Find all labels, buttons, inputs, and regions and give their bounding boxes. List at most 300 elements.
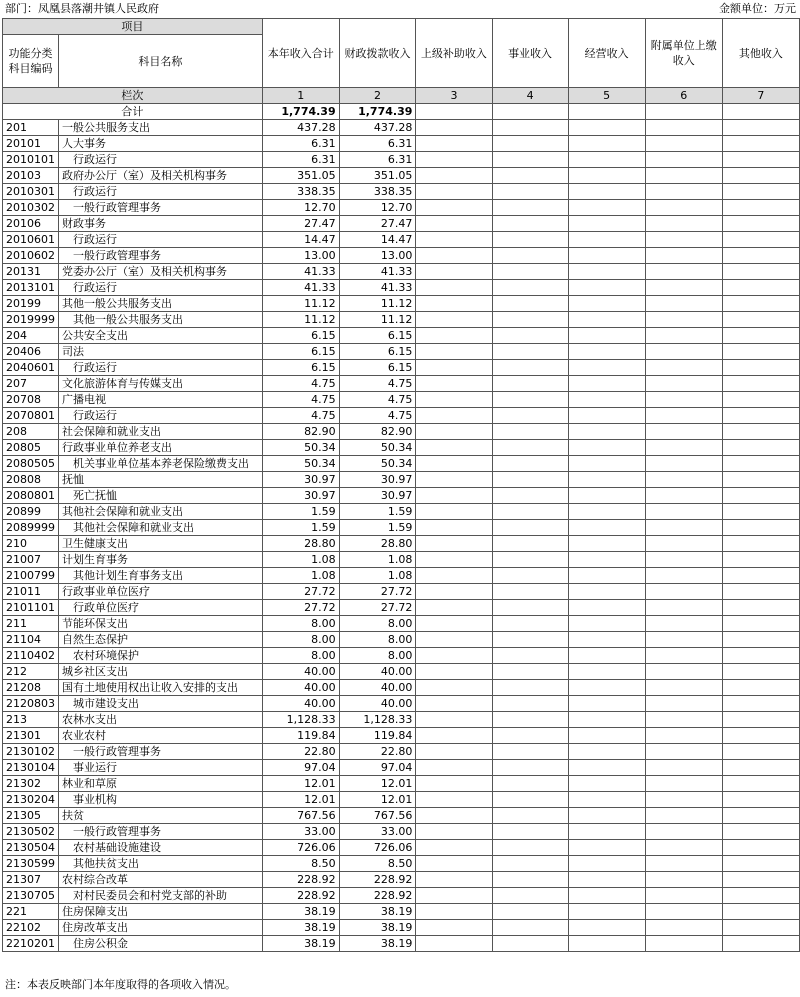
cell-fiscal: 228.92: [339, 872, 416, 888]
empty-cell: [722, 344, 799, 360]
empty-cell: [492, 120, 568, 136]
table-row: [3, 696, 800, 712]
empty-cell: [645, 632, 722, 648]
cell-total: 1.08: [262, 568, 339, 584]
empty-cell: [492, 808, 568, 824]
cell-name: 住房改革支出: [59, 920, 263, 936]
cell-total: 338.35: [262, 184, 339, 200]
col-header-name: 科目名称: [59, 35, 263, 88]
empty-cell: [645, 616, 722, 632]
empty-cell: [416, 920, 492, 936]
cell-name: 司法: [59, 344, 263, 360]
empty-cell: [492, 744, 568, 760]
table-row: [3, 936, 800, 952]
empty-cell: [722, 408, 799, 424]
cell-code: 221: [3, 904, 59, 920]
cell-name: 节能环保支出: [59, 616, 263, 632]
empty-cell: [568, 584, 645, 600]
empty-cell: [416, 104, 492, 120]
empty-cell: [492, 712, 568, 728]
cell-total: 38.19: [262, 904, 339, 920]
empty-cell: [492, 568, 568, 584]
cell-code: 2101101: [3, 600, 59, 616]
empty-cell: [645, 120, 722, 136]
cell-code: 21104: [3, 632, 59, 648]
lanci-cell: 4: [492, 88, 568, 104]
empty-cell: [492, 920, 568, 936]
empty-cell: [416, 216, 492, 232]
cell-total: 1.08: [262, 552, 339, 568]
cell-name: 农村基础设施建设: [59, 840, 263, 856]
table-row: [3, 392, 800, 408]
empty-cell: [722, 648, 799, 664]
empty-cell: [722, 536, 799, 552]
cell-name: 人大事务: [59, 136, 263, 152]
empty-cell: [492, 792, 568, 808]
cell-name: 卫生健康支出: [59, 536, 263, 552]
cell-total: 40.00: [262, 664, 339, 680]
empty-cell: [645, 696, 722, 712]
empty-cell: [416, 408, 492, 424]
cell-total: 30.97: [262, 488, 339, 504]
empty-cell: [645, 168, 722, 184]
empty-cell: [722, 184, 799, 200]
empty-cell: [416, 168, 492, 184]
cell-name: 一般行政管理事务: [59, 200, 263, 216]
cell-fiscal: 4.75: [339, 408, 416, 424]
table-row: [3, 424, 800, 440]
cell-fiscal: 6.15: [339, 344, 416, 360]
empty-cell: [416, 744, 492, 760]
cell-total: 41.33: [262, 264, 339, 280]
empty-cell: [722, 504, 799, 520]
cell-name: 死亡抚恤: [59, 488, 263, 504]
cell-code: 22102: [3, 920, 59, 936]
col-header-fiscal: 财政拨款收入: [339, 19, 416, 88]
empty-cell: [722, 808, 799, 824]
empty-cell: [416, 120, 492, 136]
lanci-cell: 5: [568, 88, 645, 104]
cell-name: 住房保障支出: [59, 904, 263, 920]
cell-total: 50.34: [262, 456, 339, 472]
cell-total: 14.47: [262, 232, 339, 248]
cell-total: 8.50: [262, 856, 339, 872]
empty-cell: [492, 296, 568, 312]
empty-cell: [722, 248, 799, 264]
table-row: [3, 680, 800, 696]
empty-cell: [645, 664, 722, 680]
empty-cell: [492, 888, 568, 904]
empty-cell: [568, 872, 645, 888]
cell-code: 210: [3, 536, 59, 552]
cell-total: 82.90: [262, 424, 339, 440]
cell-name: 自然生态保护: [59, 632, 263, 648]
cell-code: 2130102: [3, 744, 59, 760]
cell-fiscal: 8.00: [339, 648, 416, 664]
cell-fiscal: 11.12: [339, 312, 416, 328]
table-row: [3, 616, 800, 632]
cell-code: 21011: [3, 584, 59, 600]
empty-cell: [645, 824, 722, 840]
empty-cell: [722, 488, 799, 504]
empty-cell: [645, 424, 722, 440]
cell-name: 扶贫: [59, 808, 263, 824]
empty-cell: [645, 296, 722, 312]
lanci-cell: 2: [339, 88, 416, 104]
empty-cell: [568, 312, 645, 328]
empty-cell: [416, 888, 492, 904]
empty-cell: [492, 680, 568, 696]
empty-cell: [722, 168, 799, 184]
cell-total: 119.84: [262, 728, 339, 744]
empty-cell: [492, 152, 568, 168]
empty-cell: [568, 856, 645, 872]
empty-cell: [645, 648, 722, 664]
empty-cell: [568, 712, 645, 728]
empty-cell: [645, 680, 722, 696]
empty-cell: [568, 840, 645, 856]
cell-total: 4.75: [262, 376, 339, 392]
cell-code: 20805: [3, 440, 59, 456]
cell-total: 1.59: [262, 504, 339, 520]
empty-cell: [722, 840, 799, 856]
empty-cell: [722, 936, 799, 952]
empty-cell: [722, 472, 799, 488]
cell-code: 2010101: [3, 152, 59, 168]
cell-code: 2130502: [3, 824, 59, 840]
empty-cell: [722, 200, 799, 216]
cell-name: 其他一般公共服务支出: [59, 296, 263, 312]
empty-cell: [568, 248, 645, 264]
cell-code: 2040601: [3, 360, 59, 376]
cell-total: 12.70: [262, 200, 339, 216]
empty-cell: [492, 392, 568, 408]
empty-cell: [568, 600, 645, 616]
empty-cell: [722, 456, 799, 472]
empty-cell: [492, 520, 568, 536]
cell-code: 2010602: [3, 248, 59, 264]
table-row: [3, 664, 800, 680]
empty-cell: [568, 120, 645, 136]
empty-cell: [645, 456, 722, 472]
table-row: [3, 584, 800, 600]
empty-cell: [416, 808, 492, 824]
cell-fiscal: 12.70: [339, 200, 416, 216]
empty-cell: [568, 168, 645, 184]
cell-fiscal: 30.97: [339, 488, 416, 504]
empty-cell: [416, 264, 492, 280]
cell-code: 213: [3, 712, 59, 728]
col-header-operation: 经营收入: [568, 19, 645, 88]
table-row: [3, 200, 800, 216]
table-row: [3, 776, 800, 792]
cell-fiscal: 30.97: [339, 472, 416, 488]
empty-cell: [568, 392, 645, 408]
empty-cell: [492, 408, 568, 424]
empty-cell: [416, 184, 492, 200]
table-row: [3, 344, 800, 360]
cell-fiscal: 38.19: [339, 936, 416, 952]
empty-cell: [416, 248, 492, 264]
cell-code: 2120803: [3, 696, 59, 712]
empty-cell: [645, 920, 722, 936]
empty-cell: [492, 200, 568, 216]
empty-cell: [568, 344, 645, 360]
cell-fiscal: 119.84: [339, 728, 416, 744]
table-row: [3, 792, 800, 808]
table-row: [3, 376, 800, 392]
cell-code: 2130204: [3, 792, 59, 808]
empty-cell: [492, 696, 568, 712]
empty-cell: [568, 264, 645, 280]
cell-name: 行政运行: [59, 152, 263, 168]
empty-cell: [645, 856, 722, 872]
empty-cell: [645, 760, 722, 776]
table-row: [3, 536, 800, 552]
table-row: [3, 520, 800, 536]
cell-code: 2010302: [3, 200, 59, 216]
empty-cell: [722, 888, 799, 904]
empty-cell: [568, 296, 645, 312]
empty-cell: [416, 600, 492, 616]
cell-fiscal: 13.00: [339, 248, 416, 264]
cell-fiscal: 8.00: [339, 616, 416, 632]
table-row: [3, 280, 800, 296]
table-row: [3, 904, 800, 920]
empty-cell: [416, 152, 492, 168]
table-row: [3, 296, 800, 312]
cell-code: 21301: [3, 728, 59, 744]
cell-total: 40.00: [262, 696, 339, 712]
empty-cell: [568, 360, 645, 376]
empty-cell: [722, 136, 799, 152]
cell-code: 212: [3, 664, 59, 680]
empty-cell: [416, 280, 492, 296]
table-row: [3, 728, 800, 744]
empty-cell: [416, 824, 492, 840]
empty-cell: [416, 328, 492, 344]
table-row: [3, 888, 800, 904]
empty-cell: [492, 872, 568, 888]
empty-cell: [568, 184, 645, 200]
cell-code: 21302: [3, 776, 59, 792]
empty-cell: [645, 936, 722, 952]
empty-cell: [492, 312, 568, 328]
col-header-superior: 上级补助收入: [416, 19, 492, 88]
empty-cell: [645, 904, 722, 920]
empty-cell: [492, 936, 568, 952]
empty-cell: [492, 664, 568, 680]
empty-cell: [492, 168, 568, 184]
cell-fiscal: 40.00: [339, 696, 416, 712]
empty-cell: [568, 664, 645, 680]
cell-name: 计划生育事务: [59, 552, 263, 568]
table-row: [3, 632, 800, 648]
empty-cell: [492, 840, 568, 856]
cell-total: 12.01: [262, 776, 339, 792]
cell-code: 2100799: [3, 568, 59, 584]
empty-cell: [416, 296, 492, 312]
cell-fiscal: 27.72: [339, 600, 416, 616]
empty-cell: [645, 264, 722, 280]
empty-cell: [416, 776, 492, 792]
cell-fiscal: 8.00: [339, 632, 416, 648]
cell-fiscal: 82.90: [339, 424, 416, 440]
cell-total: 6.15: [262, 328, 339, 344]
table-row: [3, 136, 800, 152]
cell-name: 一般公共服务支出: [59, 120, 263, 136]
cell-total: 28.80: [262, 536, 339, 552]
cell-total: 437.28: [262, 120, 339, 136]
empty-cell: [492, 536, 568, 552]
cell-total: 12.01: [262, 792, 339, 808]
cell-code: 2080505: [3, 456, 59, 472]
empty-cell: [568, 472, 645, 488]
empty-cell: [722, 600, 799, 616]
cell-fiscal: 50.34: [339, 456, 416, 472]
empty-cell: [568, 104, 645, 120]
cell-name: 其他一般公共服务支出: [59, 312, 263, 328]
empty-cell: [492, 648, 568, 664]
empty-cell: [645, 600, 722, 616]
empty-cell: [645, 520, 722, 536]
empty-cell: [492, 280, 568, 296]
table-row: [3, 248, 800, 264]
empty-cell: [568, 920, 645, 936]
cell-name: 事业运行: [59, 760, 263, 776]
cell-fiscal: 1.59: [339, 520, 416, 536]
col-header-code: 功能分类科目编码: [3, 35, 59, 88]
empty-cell: [492, 136, 568, 152]
cell-name: 行政运行: [59, 232, 263, 248]
empty-cell: [645, 584, 722, 600]
empty-cell: [416, 568, 492, 584]
empty-cell: [416, 712, 492, 728]
empty-cell: [722, 856, 799, 872]
empty-cell: [645, 472, 722, 488]
empty-cell: [568, 552, 645, 568]
col-header-other: 其他收入: [722, 19, 799, 88]
cell-total: 4.75: [262, 408, 339, 424]
cell-fiscal: 6.15: [339, 328, 416, 344]
empty-cell: [645, 440, 722, 456]
cell-name: 农业农村: [59, 728, 263, 744]
cell-total: 97.04: [262, 760, 339, 776]
cell-name: 其他社会保障和就业支出: [59, 520, 263, 536]
empty-cell: [492, 824, 568, 840]
empty-cell: [416, 520, 492, 536]
cell-name: 财政事务: [59, 216, 263, 232]
empty-cell: [722, 760, 799, 776]
cell-code: 21208: [3, 680, 59, 696]
cell-code: 2089999: [3, 520, 59, 536]
cell-total: 767.56: [262, 808, 339, 824]
empty-cell: [645, 792, 722, 808]
empty-cell: [645, 728, 722, 744]
cell-code: 21305: [3, 808, 59, 824]
cell-name: 文化旅游体育与传媒支出: [59, 376, 263, 392]
cell-code: 20708: [3, 392, 59, 408]
cell-name: 林业和草原: [59, 776, 263, 792]
empty-cell: [492, 728, 568, 744]
empty-cell: [722, 328, 799, 344]
total-value-income: 1,774.39: [262, 104, 339, 120]
cell-total: 6.31: [262, 136, 339, 152]
cell-total: 27.72: [262, 600, 339, 616]
empty-cell: [722, 872, 799, 888]
table-row: [3, 712, 800, 728]
cell-code: 2080801: [3, 488, 59, 504]
cell-total: 8.00: [262, 632, 339, 648]
table-row: [3, 488, 800, 504]
empty-cell: [416, 232, 492, 248]
cell-total: 228.92: [262, 888, 339, 904]
cell-fiscal: 726.06: [339, 840, 416, 856]
empty-cell: [645, 568, 722, 584]
empty-cell: [568, 888, 645, 904]
empty-cell: [568, 792, 645, 808]
empty-cell: [416, 456, 492, 472]
cell-code: 2130504: [3, 840, 59, 856]
cell-name: 其他扶贫支出: [59, 856, 263, 872]
cell-fiscal: 38.19: [339, 920, 416, 936]
lanci-cell: 7: [722, 88, 799, 104]
empty-cell: [416, 392, 492, 408]
cell-total: 8.00: [262, 648, 339, 664]
cell-fiscal: 22.80: [339, 744, 416, 760]
cell-fiscal: 11.12: [339, 296, 416, 312]
table-row: [3, 808, 800, 824]
cell-total: 22.80: [262, 744, 339, 760]
cell-name: 行政事业单位养老支出: [59, 440, 263, 456]
cell-name: 事业机构: [59, 792, 263, 808]
table-row: [3, 472, 800, 488]
empty-cell: [722, 360, 799, 376]
lanci-cell: 3: [416, 88, 492, 104]
empty-cell: [416, 504, 492, 520]
cell-name: 行政运行: [59, 280, 263, 296]
empty-cell: [722, 696, 799, 712]
table-row: [3, 920, 800, 936]
empty-cell: [645, 808, 722, 824]
department-label: 部门：凤凰县落潮井镇人民政府: [5, 2, 159, 15]
col-header-affiliate: 附属单位上缴收入: [645, 19, 722, 88]
cell-total: 27.47: [262, 216, 339, 232]
empty-cell: [722, 776, 799, 792]
cell-total: 11.12: [262, 296, 339, 312]
empty-cell: [645, 248, 722, 264]
cell-code: 2130599: [3, 856, 59, 872]
cell-code: 207: [3, 376, 59, 392]
cell-name: 其他社会保障和就业支出: [59, 504, 263, 520]
empty-cell: [722, 120, 799, 136]
cell-fiscal: 28.80: [339, 536, 416, 552]
empty-cell: [722, 216, 799, 232]
cell-name: 政府办公厅（室）及相关机构事务: [59, 168, 263, 184]
empty-cell: [492, 360, 568, 376]
empty-cell: [492, 104, 568, 120]
table-row: [3, 568, 800, 584]
cell-code: 2110402: [3, 648, 59, 664]
empty-cell: [492, 488, 568, 504]
empty-cell: [722, 792, 799, 808]
empty-cell: [492, 600, 568, 616]
cell-fiscal: 4.75: [339, 376, 416, 392]
lanci-cell: 1: [262, 88, 339, 104]
empty-cell: [722, 296, 799, 312]
empty-cell: [645, 888, 722, 904]
empty-cell: [492, 248, 568, 264]
